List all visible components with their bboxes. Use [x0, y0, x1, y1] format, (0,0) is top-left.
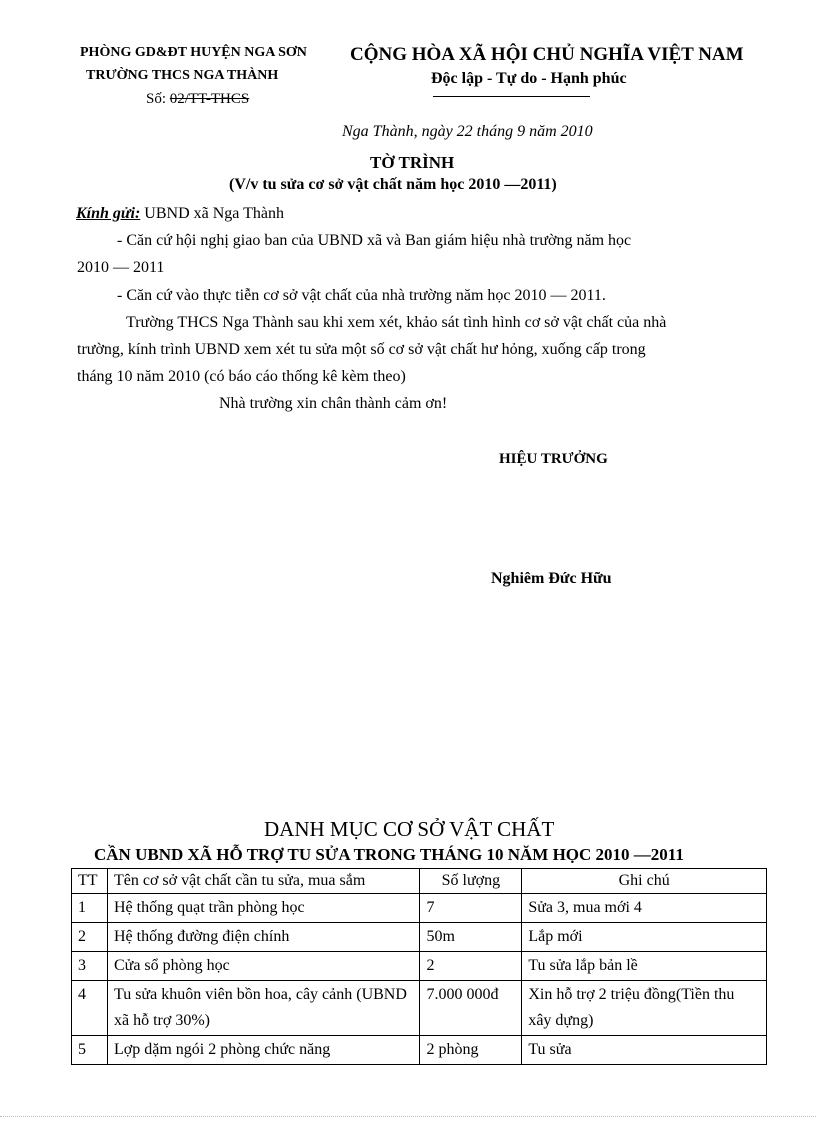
paragraph-2: - Căn cứ vào thực tiễn cơ sở vật chất của nhà trường năm học 2010 — 2011. [117, 287, 606, 304]
cell-name: Tu sửa khuôn viên bồn hoa, cây cảnh (UBND xã hỗ trợ 30%) [107, 981, 419, 1036]
cell-qty: 7 [420, 894, 522, 923]
department-name: PHÒNG GD&ĐT HUYỆN NGA SƠN [80, 45, 307, 60]
cell-name: Lợp dặm ngói 2 phòng chức năng [107, 1036, 419, 1065]
cell-tt: 5 [72, 1036, 108, 1065]
document-title: TỜ TRÌNH [370, 153, 455, 172]
paragraph-3-line-2: trường, kính trình UBND xem xét tu sửa một số cơ sở vật chất hư hỏng, xuống cấp trong [77, 341, 646, 358]
header-tt: TT [72, 869, 108, 894]
header-name: Tên cơ sở vật chất cần tu sửa, mua sắm [107, 869, 419, 894]
signature-name: Nghiêm Đức Hữu [491, 570, 612, 587]
cell-tt: 1 [72, 894, 108, 923]
recipient-label: Kính gửi: [76, 205, 141, 222]
cell-name: Hệ thống quạt trần phòng học [107, 894, 419, 923]
cell-tt: 2 [72, 923, 108, 952]
list-title: DANH MỤC CƠ SỞ VẬT CHẤT [264, 817, 555, 841]
equipment-table [71, 868, 767, 1065]
cell-name: Cửa sổ phòng học [107, 952, 419, 981]
cell-note: Lắp mới [522, 923, 767, 952]
national-motto: Độc lập - Tự do - Hạnh phúc [431, 70, 627, 87]
thanks-line: Nhà trường xin chân thành cảm ơn! [219, 395, 448, 412]
list-subtitle: CẦN UBND XÃ HỖ TRỢ TU SỬA TRONG THÁNG 10 NĂM HỌC 2010 —2011 [94, 845, 684, 864]
table-row [72, 1036, 767, 1065]
table-row [72, 952, 767, 981]
recipient-line [76, 205, 284, 223]
page-bottom-border [0, 1116, 816, 1117]
paragraph-3-line-3: tháng 10 năm 2010 (có báo cáo thống kê kèm theo) [77, 368, 406, 385]
header-note: Ghi chú [522, 869, 767, 894]
document-subtitle: (V/v tu sửa cơ sở vật chất năm học 2010 —2011) [229, 176, 557, 193]
document-number-label: Số: [146, 91, 170, 107]
recipient-name: UBND xã Nga Thành [140, 205, 284, 222]
table-header-row [72, 869, 767, 894]
cell-qty: 2 phòng [420, 1036, 522, 1065]
paragraph-3-line-1: Trường THCS Nga Thành sau khi xem xét, khảo sát tình hình cơ sở vật chất của nhà [126, 314, 667, 331]
motto-underline [433, 96, 590, 97]
header-qty: Số lượng [420, 869, 522, 894]
date-line: Nga Thành, ngày 22 tháng 9 năm 2010 [342, 123, 593, 140]
cell-note: Tu sửa lắp bản lề [522, 952, 767, 981]
table-row [72, 981, 767, 1036]
cell-qty: 50m [420, 923, 522, 952]
table-row [72, 894, 767, 923]
paragraph-1-line-2: 2010 — 2011 [77, 259, 165, 276]
cell-name: Hệ thống đường điện chính [107, 923, 419, 952]
nation-name: CỘNG HÒA XÃ HỘI CHỦ NGHĨA VIỆT NAM [350, 44, 744, 65]
document-number [146, 91, 249, 108]
cell-note: Sửa 3, mua mới 4 [522, 894, 767, 923]
signature-role: HIỆU TRƯỞNG [499, 451, 608, 467]
table-row [72, 923, 767, 952]
cell-note: Tu sửa [522, 1036, 767, 1065]
school-name: TRƯỜNG THCS NGA THÀNH [86, 68, 279, 83]
document-number-value: 02/TT-THCS [169, 91, 250, 107]
cell-qty: 7.000 000đ [420, 981, 522, 1036]
cell-tt: 3 [72, 952, 108, 981]
paragraph-1-line-1: - Căn cứ hội nghị giao ban của UBND xã và Ban giám hiệu nhà trường năm học [117, 232, 632, 249]
cell-note: Xin hỗ trợ 2 triệu đồng(Tiền thu xây dựng) [522, 981, 767, 1036]
cell-qty: 2 [420, 952, 522, 981]
cell-tt: 4 [72, 981, 108, 1036]
